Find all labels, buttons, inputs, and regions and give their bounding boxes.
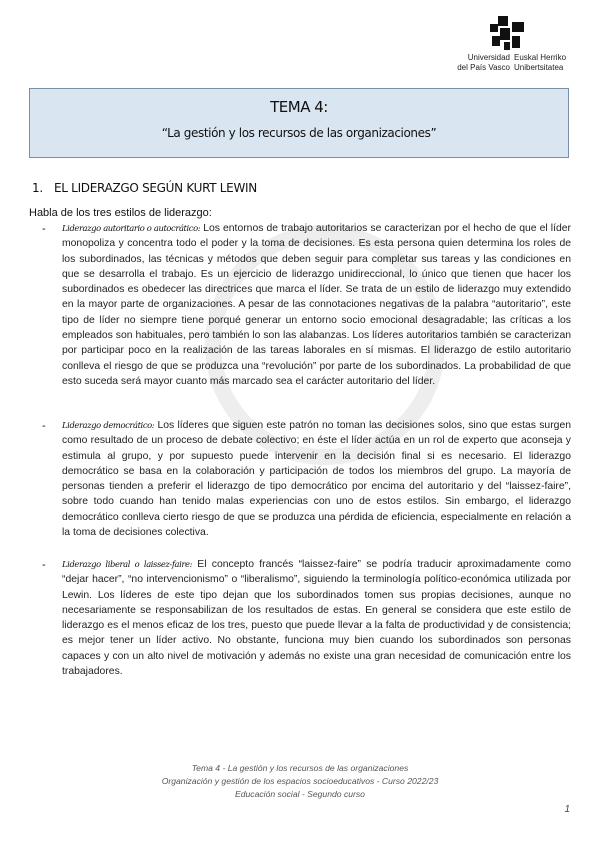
section-title: EL LIDERAZGO SEGÚN KURT LEWIN [54, 181, 257, 195]
footer-line-2: Organización y gestión de los espacios socioeducativos - Curso 2022/23 [161, 776, 439, 786]
footer-line-1: Tema 4 - La gestión y los recursos de las organizaciones [191, 763, 409, 773]
page-number: 1 [564, 804, 570, 815]
page-title: TEMA 4: [270, 98, 328, 116]
page-subtitle: “La gestión y los recursos de las organizaciones” [161, 126, 437, 140]
intro-text: Habla de los tres estilos de liderazgo: [29, 207, 212, 219]
item-text: Los entornos de trabajo autoritarios se caracterizan por el hecho de que el líder monopoliza y concentra todo el poder y la toma de decisiones. Es esta persona quien determina los roles de los subordinados, las técnicas y métodos que deben seguir para completar sus tareas y las condiciones en que se desarrolla el trabajo. Es un ejercicio de liderazgo unidireccional, lo único que tienen que hacer los subordinados es obedecer las directrices que marca el líder. Se trata de un estilo de liderazgo muy extendido en la mayor parte de organizaciones. A pesar de las connotaciones negativas de la palabra “autoritario”, este tipo de líder no siempre tiene porqué generar un entorno socio emocional desagradable; las críticas a los empleados son habituales, pero también lo son las alabanzas. Los líderes autoritarios también se caracterizan por participar poco en la realización de las tareas laborales en sí mismas. El liderazgo de estilo autoritario conlleva el riesgo de que se produzca una “revolución” por parte de los subordinados. La probabilidad de que esto suceda será mayor cuanto más marcado sea el carácter autoritario del líder. [62, 223, 571, 387]
bullet-dash: - [42, 223, 46, 235]
bullet-dash: - [42, 420, 46, 432]
item-text: Los líderes que siguen este patrón no toman las decisiones solos, sino que estas surgen como resultado de un proceso de debate colectivo; en éste el líder actúa en un rol de experto que aconseja y estimula al grupo, y por supuesto puede intervenir en la decisión final si es necesario. El liderazgo democrático se basa en la colaboración y participación de todos los miembros del grupo. La mayoría de personas tienden a preferir el liderazgo de tipo democrático por encima del autoritario y del “laissez-faire”, sobre todo cuando han tenido malas experiencias con uno de estos estilos. Sin embargo, el liderazgo democrático conlleva cierto riesgo de que se produzca una pérdida de eficiencia, especialmente en relación a la toma de decisiones colectiva. [62, 420, 572, 539]
section-heading [32, 181, 257, 195]
university-name-eu: Euskal Herriko Unibertsitatea [514, 53, 567, 72]
list-item-autoritario [62, 221, 571, 389]
page-footer [0, 762, 600, 801]
university-name-es: Universidad del País Vasco [457, 53, 510, 72]
item-lead: Liderazgo democrático: [62, 420, 155, 430]
item-lead: Liderazgo autoritario o autocrático: [62, 223, 201, 233]
item-text: El concepto francés “laissez-faire” se podría traducir aproximadamente como “dejar hacer”, “no intervencionismo” o “liberalismo”, siguiendo la terminología político-económica utilizada por Lewin. Los líderes de este tipo dejan que los subordinados tomen sus propias decisiones, aunque no necesariamente se responsabilizan de los resultados de estas. En general se considera que este estilo de liderazgo es el menos eficaz de los tres, puesto que puede llevar a la falta de productividad y de consistencia; es mejor tener un líder activo. No obstante, funciona muy bien cuando los subordinados son personas capaces y con un alto nivel de motivación y además no existe una gran necesidad de comunicación entre los trabajadores. [62, 559, 571, 678]
footer-line-3: Educación social - Segundo curso [235, 789, 365, 799]
list-item-laissez-faire [62, 557, 571, 679]
upv-ehu-emblem-icon [490, 16, 526, 52]
bullet-dash: - [42, 559, 46, 571]
title-box [29, 88, 569, 158]
list-item-democratico [62, 418, 571, 540]
university-logo [444, 16, 584, 76]
section-number: 1. [32, 181, 43, 195]
item-lead: Liderazgo liberal o laissez-faire: [62, 559, 193, 569]
